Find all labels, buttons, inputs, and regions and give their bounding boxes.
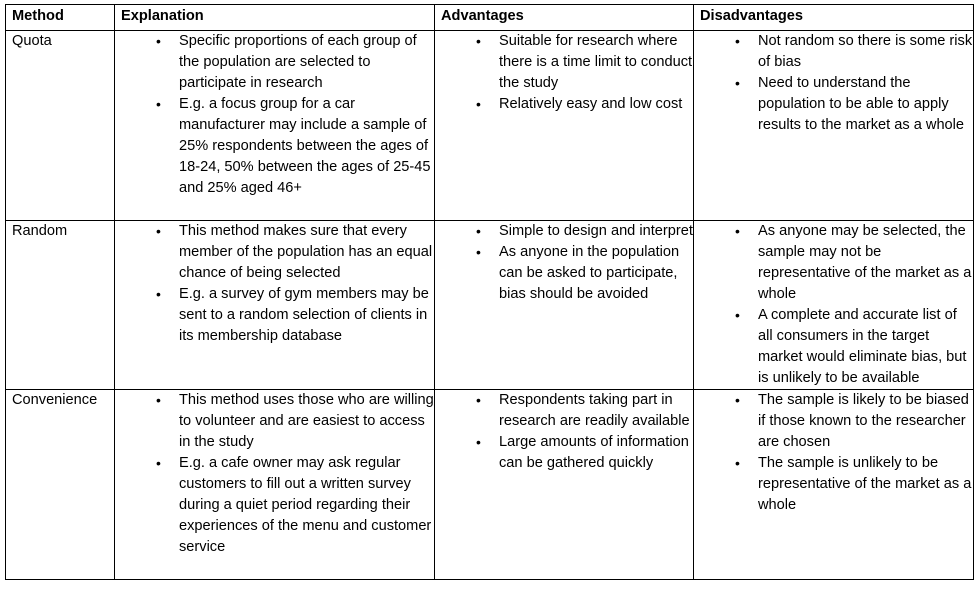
bullet-icon: • [735, 33, 740, 49]
advantages-list [441, 221, 693, 305]
list-item [156, 453, 434, 558]
list-item [156, 390, 434, 453]
bullet-icon: • [476, 223, 481, 239]
list-item [735, 31, 973, 73]
list-item-text: Large amounts of information can be gathered quickly [499, 434, 689, 471]
bullet-icon: • [476, 33, 481, 49]
list-item [476, 31, 693, 94]
explanation-cell [115, 221, 435, 390]
bullet-icon: • [735, 223, 740, 239]
advantages-cell [435, 221, 694, 390]
list-item [476, 390, 693, 432]
list-item-text: As anyone may be selected, the sample may not be representative of the market as a whole [758, 223, 972, 302]
table-row-quota [6, 31, 974, 221]
sampling-methods-table [5, 4, 974, 580]
list-item [735, 390, 973, 453]
bullet-icon: • [735, 75, 740, 91]
bullet-icon: • [735, 307, 740, 323]
list-item-text: Not random so there is some risk of bias [758, 33, 973, 70]
advantages-list [441, 31, 693, 115]
header-explanation: Explanation [115, 5, 435, 31]
disadvantages-list [700, 31, 973, 136]
bullet-icon: • [735, 392, 740, 408]
bullet-icon: • [156, 96, 161, 112]
list-item [476, 94, 693, 115]
table-row-random [6, 221, 974, 390]
list-item-text: Respondents taking part in research are readily available [499, 392, 690, 429]
list-item [735, 221, 973, 305]
explanation-list [121, 390, 434, 558]
explanation-cell [115, 31, 435, 221]
bullet-icon: • [156, 286, 161, 302]
explanation-list [121, 221, 434, 347]
advantages-cell [435, 390, 694, 580]
method-cell: Random [6, 221, 115, 390]
list-item [476, 221, 693, 242]
method-cell: Convenience [6, 390, 115, 580]
header-disadvantages: Disadvantages [694, 5, 974, 31]
bullet-icon: • [476, 434, 481, 450]
list-item-text: Specific proportions of each group of the population are selected to participate in research [179, 33, 417, 91]
list-item [735, 73, 973, 136]
bullet-icon: • [735, 455, 740, 471]
list-item [476, 242, 693, 305]
header-row [6, 5, 974, 31]
list-item [156, 221, 434, 284]
advantages-list [441, 390, 693, 474]
list-item-text: Suitable for research where there is a time limit to conduct the study [499, 33, 693, 91]
list-item [156, 94, 434, 199]
list-item-text: Relatively easy and low cost [499, 96, 683, 112]
header-advantages: Advantages [435, 5, 694, 31]
list-item-text: E.g. a cafe owner may ask regular customers to fill out a written survey during a quiet period regarding their experiences of the menu and customer service [179, 455, 432, 555]
bullet-icon: • [156, 223, 161, 239]
list-item-text: The sample is likely to be biased if those known to the researcher are chosen [758, 392, 969, 450]
table-row-convenience [6, 390, 974, 580]
list-item-text: Simple to design and interpret [499, 223, 693, 239]
list-item [735, 305, 973, 389]
list-item-text: E.g. a focus group for a car manufacturer may include a sample of 25% respondents between the ages of 18-24, 50% between the ages of 25-45 and 25% aged 46+ [179, 96, 431, 196]
list-item-text: Need to understand the population to be able to apply results to the market as a whole [758, 75, 965, 133]
method-cell: Quota [6, 31, 115, 221]
list-item-text: A complete and accurate list of all consumers in the target market would eliminate bias, but is unlikely to be available [758, 307, 967, 386]
list-item-text: E.g. a survey of gym members may be sent to a random selection of clients in its membership database [179, 286, 429, 344]
explanation-cell [115, 390, 435, 580]
advantages-cell [435, 31, 694, 221]
list-item-text: This method makes sure that every member of the population has an equal chance of being selected [179, 223, 433, 281]
header-method: Method [6, 5, 115, 31]
list-item-text: This method uses those who are willing to volunteer and are easiest to access in the study [179, 392, 434, 450]
bullet-icon: • [156, 33, 161, 49]
disadvantages-list [700, 390, 973, 516]
list-item [735, 453, 973, 516]
bullet-icon: • [476, 96, 481, 112]
list-item [476, 432, 693, 474]
disadvantages-cell [694, 390, 974, 580]
list-item [156, 284, 434, 347]
bullet-icon: • [476, 392, 481, 408]
bullet-icon: • [476, 244, 481, 260]
disadvantages-list [700, 221, 973, 389]
disadvantages-cell [694, 221, 974, 390]
bullet-icon: • [156, 392, 161, 408]
list-item-text: As anyone in the population can be asked to participate, bias should be avoided [499, 244, 680, 302]
explanation-list [121, 31, 434, 199]
disadvantages-cell [694, 31, 974, 221]
bullet-icon: • [156, 455, 161, 471]
list-item [156, 31, 434, 94]
list-item-text: The sample is unlikely to be representative of the market as a whole [758, 455, 972, 513]
